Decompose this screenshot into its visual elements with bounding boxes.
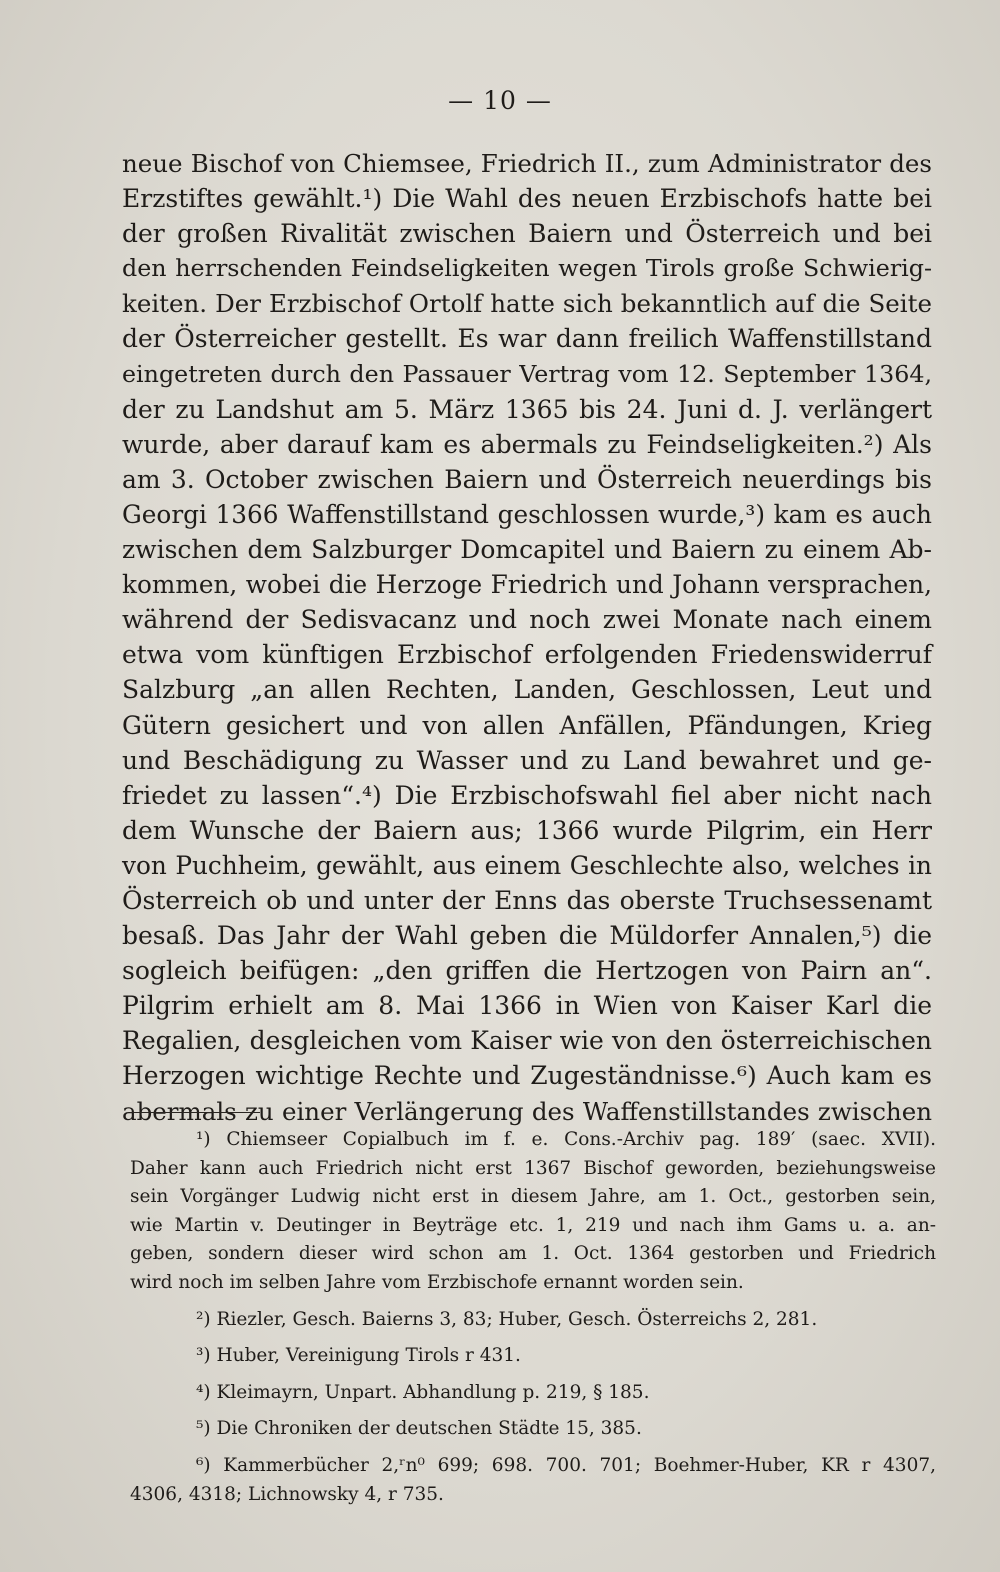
footnote-6-line: ⁶) Kammerbücher 2,ʳn⁰ 699; 698. 700. 701; Boehmer-Huber, KR r 4307, <box>196 1454 936 1476</box>
text-line: von Puchheim, gewählt, aus einem Geschlechte also, welches in <box>122 850 932 880</box>
text-line: Österreich ob und unter der Enns das oberste Truchsessenamt <box>122 885 932 915</box>
text-line: sogleich beifügen: „den griffen die Hertzogen von Pairn an“. <box>122 956 932 986</box>
text-line: friedet zu lassen“.⁴) Die Erzbischofswahl fiel aber nicht nach <box>122 780 932 810</box>
text-line: der Österreicher gestellt. Es war dann freilich Waffenstillstand <box>122 324 932 354</box>
footnote-1-line: sein Vorgänger Ludwig nicht erst in diesem Jahre, am 1. Oct., gestorben sein, <box>130 1186 936 1208</box>
text-line: keiten. Der Erzbischof Ortolf hatte sich bekanntlich auf die Seite <box>122 289 932 319</box>
text-line: abermals zu einer Verlängerung des Waffenstillstandes zwischen <box>122 1096 932 1126</box>
footnote-6-line: 4306, 4318; Lichnowsky 4, r 735. <box>130 1483 444 1505</box>
text-line: während der Sedisvacanz und noch zwei Monate nach einem <box>122 605 932 635</box>
footnote-2: ²) Riezler, Gesch. Baierns 3, 83; Huber, Gesch. Österreichs 2, 281. <box>196 1308 818 1330</box>
text-line: dem Wunsche der Baiern aus; 1366 wurde Pilgrim, ein Herr <box>122 815 932 845</box>
text-line: Salzburg „an allen Rechten, Landen, Geschlossen, Leut und <box>122 675 932 705</box>
text-line: Pilgrim erhielt am 8. Mai 1366 in Wien von Kaiser Karl die <box>122 991 932 1021</box>
footnote-1-line: ¹) Chiemseer Copialbuch im f. e. Cons.-Archiv pag. 189′ (saec. XVII). <box>196 1129 936 1150</box>
footnotes <box>130 1126 936 1509</box>
text-line: Georgi 1366 Waffenstillstand geschlossen wurde,³) kam es auch <box>122 499 932 529</box>
footnote-1-line: Daher kann auch Friedrich nicht erst 1367 Bischof geworden, beziehungsweise <box>130 1157 936 1179</box>
text-line: zwischen dem Salzburger Domcapitel und Baiern zu einem Ab- <box>122 535 932 565</box>
text-line: und Beschädigung zu Wasser und zu Land bewahret und ge- <box>122 745 932 775</box>
text-line: am 3. October zwischen Baiern und Österreich neuerdings bis <box>122 464 932 494</box>
text-line: Erzstiftes gewählt.¹) Die Wahl des neuen Erzbischofs hatte bei <box>122 184 932 214</box>
footnote-1-line: wie Martin v. Deutinger in Beyträge etc. 1, 219 und nach ihm Gams u. a. an- <box>130 1214 936 1236</box>
text-line: der zu Landshut am 5. März 1365 bis 24. Juni d. J. verlängert <box>122 394 932 424</box>
text-line: etwa vom künftigen Erzbischof erfolgenden Friedenswiderruf <box>122 640 932 670</box>
footnote-1-line: geben, sondern dieser wird schon am 1. Oct. 1364 gestorben und Friedrich <box>130 1243 936 1265</box>
text-line: wurde, aber darauf kam es abermals zu Feindseligkeiten.²) Als <box>122 429 932 459</box>
footnote-3: ³) Huber, Vereinigung Tirols r 431. <box>196 1345 521 1367</box>
text-line: der großen Rivalität zwischen Baiern und Österreich und bei <box>122 219 932 249</box>
text-line: besaß. Das Jahr der Wahl geben die Müldorfer Annalen,⁵) die <box>122 921 932 951</box>
footnote-4: ⁴) Kleimayrn, Unpart. Abhandlung p. 219, § 185. <box>196 1381 650 1403</box>
text-line: Herzogen wichtige Rechte und Zugeständnisse.⁶) Auch kam es <box>122 1061 932 1091</box>
text-line: kommen, wobei die Herzoge Friedrich und Johann versprachen, <box>122 570 932 600</box>
footnote-1-line: wird noch im selben Jahre vom Erzbischofe ernannt worden sein. <box>130 1271 744 1293</box>
footnote-5: ⁵) Die Chroniken der deutschen Städte 15, 385. <box>196 1418 642 1440</box>
text-line: den herrschenden Feindseligkeiten wegen Tirols große Schwierig- <box>122 254 932 283</box>
footnote-divider <box>130 1112 260 1113</box>
text-line: neue Bischof von Chiemsee, Friedrich II., zum Administrator des <box>122 149 932 178</box>
page-number: — 10 — <box>448 86 552 115</box>
text-line: Gütern gesichert und von allen Anfällen, Pfändungen, Krieg <box>122 710 932 740</box>
text-line: Regalien, desgleichen vom Kaiser wie von den österreichischen <box>122 1026 932 1056</box>
text-line: eingetreten durch den Passauer Vertrag vom 12. September 1364, <box>122 359 932 388</box>
main-text <box>122 146 932 1129</box>
